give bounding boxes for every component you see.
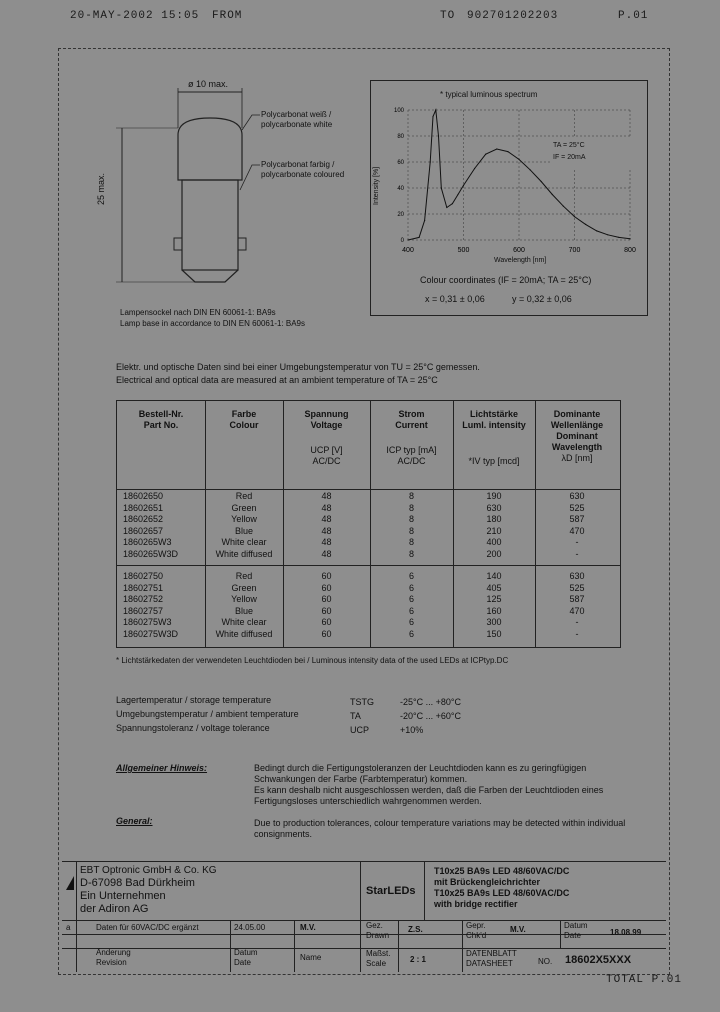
g2-colour-col: [205, 571, 283, 640]
general-heading-de: Allgemeiner Hinweis:: [116, 763, 208, 773]
g2-part-cell: 18602752: [123, 594, 164, 604]
g2-part-cell: 1860275W3: [123, 617, 172, 627]
part-number: 18602X5XXX: [565, 954, 632, 966]
chart-x-tick-label: 600: [513, 247, 525, 254]
company-info: EBT Optronic GmbH & Co. KG D-67098 Bad Dürkheim Ein Unternehmen der Adiron AG: [80, 865, 217, 915]
spec-voltage-symbol: UCP: [350, 725, 370, 735]
fax-datetime: 20-MAY-2002 15:05: [70, 10, 200, 22]
label-datum: Datum Date: [234, 948, 258, 967]
g2-intensity-col: [453, 571, 535, 640]
g1-wavelength-cell: 470: [569, 525, 585, 536]
th-part-no: Bestell-Nr. Part No.: [138, 409, 184, 430]
spectrum-data-point: [563, 206, 564, 207]
th-intensity: Lichtstärke Luml. intensity *IV typ [mcd]: [462, 409, 526, 466]
spectrum-data-point: [618, 237, 619, 238]
g2-colour-cell: Red: [235, 571, 253, 581]
fax-to-label: TO: [440, 10, 456, 22]
g1-part-cell: 18602650: [123, 491, 164, 501]
spec-storage-value: -25°C ... +80°C: [400, 697, 461, 707]
th-voltage: Spannung Voltage UCP [V] AC/DC: [304, 409, 349, 466]
spectrum-data-point: [438, 135, 439, 136]
g1-wavelength-cell: 525: [569, 502, 585, 513]
label-checked: Gepr. Chk'd: [466, 921, 487, 940]
spectrum-data-point: [541, 181, 542, 182]
colour-coord-x: x = 0,31 ± 0,06: [425, 294, 485, 304]
spectrum-data-point: [430, 161, 431, 162]
chart-legend-temp: TA = 25°C: [553, 142, 585, 149]
g1-current-cell: 8: [408, 548, 414, 559]
spectrum-data-point: [435, 109, 436, 110]
g1-intensity-cell: 400: [486, 537, 502, 547]
g2-voltage-cell: 60: [321, 571, 332, 581]
g2-part-cell: 18602751: [123, 582, 164, 593]
g1-colour-cell: Blue: [234, 525, 253, 536]
height-label: 25 max.: [96, 172, 106, 205]
g1-current-cell: 8: [408, 537, 414, 547]
g1-voltage-cell: 48: [321, 502, 332, 513]
g1-voltage-cell: 48: [321, 491, 332, 501]
spectrum-data-point: [457, 194, 458, 195]
g2-voltage-cell: 60: [321, 617, 332, 627]
spectrum-data-point: [463, 185, 464, 186]
spectrum-data-point: [585, 224, 586, 225]
g1-part-cell: 18602657: [123, 525, 164, 536]
company-logo-icon: [66, 876, 74, 890]
chart-y-tick-label: 40: [397, 186, 404, 192]
g1-voltage-col: [283, 491, 370, 560]
footnote: * Lichtstärkedaten der verwendeten Leuchtdioden bei / Luminous intensity data of the used LEDs at ICPtyp.DC: [116, 656, 509, 665]
th-colour: Farbe Colour: [229, 409, 259, 430]
g2-colour-cell: White clear: [221, 617, 267, 627]
g1-colour-cell: White diffused: [215, 548, 273, 559]
revision-date: 24.05.00: [234, 923, 266, 932]
spectrum-data-point: [474, 168, 475, 169]
drawn-value: Z.S.: [408, 925, 423, 934]
spectrum-data-point: [574, 216, 575, 217]
chart-legend-current: IF = 20mA: [553, 154, 586, 161]
g1-wavelength-cell: -: [575, 537, 579, 547]
spec-voltage-label: Spannungstoleranz / voltage tolerance: [116, 723, 270, 733]
diameter-label: ø 10 max.: [187, 79, 228, 89]
g2-voltage-cell: 60: [321, 594, 332, 604]
spectrum-data-point: [530, 169, 531, 170]
g1-wavelength-cell: -: [575, 548, 579, 559]
g1-colour-cell: White clear: [221, 537, 267, 547]
spectrum-data-point: [596, 230, 597, 231]
g1-part-cell: 1860265W3D: [123, 548, 179, 559]
general-heading-en: General:: [116, 816, 153, 826]
g2-intensity-cell: 125: [486, 594, 502, 604]
g1-intensity-col: [453, 491, 535, 560]
g2-intensity-cell: 160: [486, 605, 502, 616]
g1-part-cell: 18602652: [123, 514, 164, 524]
spec-storage-label: Lagertemperatur / storage temperature: [116, 695, 272, 705]
g1-voltage-cell: 48: [321, 514, 332, 524]
revision-name: M.V.: [300, 923, 316, 932]
g2-colour-cell: Blue: [234, 605, 253, 616]
g2-wavelength-cell: -: [575, 628, 579, 639]
g1-part-col: [123, 491, 178, 560]
fax-total-pages: TOTAL P.01: [606, 974, 683, 986]
chart-x-tick-label: 800: [624, 247, 636, 254]
spectrum-data-point: [629, 238, 630, 239]
spectrum-data-point: [607, 234, 608, 235]
g2-part-cell: 18602757: [123, 605, 164, 616]
g2-current-cell: 6: [408, 617, 414, 627]
g2-colour-cell: Yellow: [231, 594, 257, 604]
checked-value: M.V.: [510, 925, 526, 934]
lamp-base-en: Lamp base in accordance to DIN EN 60061-1: BA9s: [120, 319, 305, 328]
g1-colour-cell: Red: [235, 491, 253, 501]
chart-y-tick-label: 20: [397, 212, 404, 218]
callout-coloured: Polycarbonat farbig / polycarbonate coloured: [261, 160, 345, 179]
general-text-en: Due to production tolerances, colour temperature variations may be detected within individual consignments.: [254, 818, 626, 839]
g2-part-cell: 18602750: [123, 571, 164, 581]
g2-intensity-cell: 300: [486, 617, 502, 627]
chart-y-tick-label: 0: [400, 238, 404, 244]
g2-wavelength-cell: 630: [569, 571, 585, 581]
spectrum-data-point: [432, 116, 433, 117]
th-current: Strom Current ICP typ [mA] AC/DC: [386, 409, 437, 466]
g1-wavelength-col: [535, 491, 619, 560]
date-value: 18.08.99: [610, 928, 642, 937]
label-change: Änderung Revision: [96, 948, 131, 967]
g2-current-cell: 6: [408, 628, 414, 639]
spectrum-data-point: [452, 203, 453, 204]
g2-current-cell: 6: [408, 594, 414, 604]
g2-colour-cell: Green: [231, 582, 257, 593]
callout-white: Polycarbonat weiß / polycarbonate white: [261, 110, 333, 129]
g2-intensity-cell: 405: [486, 582, 502, 593]
spec-ambient-symbol: TA: [350, 711, 361, 721]
chart-y-tick-label: 80: [397, 134, 404, 140]
g1-voltage-cell: 48: [321, 537, 332, 547]
revision-text: Daten für 60VAC/DC ergänzt: [96, 923, 199, 932]
revision-letter: a: [66, 923, 71, 932]
label-date: Datum Date: [564, 921, 588, 940]
g2-intensity-cell: 150: [486, 628, 502, 639]
g2-wavelength-cell: 525: [569, 582, 585, 593]
g1-voltage-cell: 48: [321, 548, 332, 559]
spectrum-data-point: [407, 239, 408, 240]
chart-ylabel: Intensity [%]: [373, 166, 380, 205]
sheet-type: DATENBLATT DATASHEET: [466, 949, 517, 968]
th-wavelength: Dominante Wellenlänge Dominant Wavelength λD [nm]: [550, 409, 604, 463]
g1-part-cell: 18602651: [123, 502, 164, 513]
g1-colour-cell: Green: [231, 502, 257, 513]
g2-voltage-cell: 60: [321, 582, 332, 593]
spec-ambient-label: Umgebungstemperatur / ambient temperature: [116, 709, 299, 719]
label-scale: Maßst. Scale: [366, 949, 391, 968]
spec-ambient-value: -20°C ... +60°C: [400, 711, 461, 721]
g1-colour-col: [205, 491, 283, 560]
g1-current-col: [370, 491, 453, 560]
g2-current-cell: 6: [408, 582, 414, 593]
spectrum-data-point: [446, 207, 447, 208]
chart-y-tick-label: 60: [397, 160, 404, 166]
g2-current-col: [370, 571, 453, 640]
spectrum-data-point: [507, 151, 508, 152]
g1-colour-cell: Yellow: [231, 514, 257, 524]
g2-current-cell: 6: [408, 571, 414, 581]
led-data-table: [116, 400, 621, 648]
scale-value: 2 : 1: [410, 955, 427, 964]
label-no: NO.: [538, 957, 553, 966]
spec-storage-symbol: TSTG: [350, 697, 374, 707]
g2-intensity-cell: 140: [486, 571, 502, 581]
chart-title: * typical luminous spectrum: [440, 90, 538, 99]
colour-coord-y: y = 0,32 ± 0,06: [512, 294, 572, 304]
g2-current-cell: 6: [408, 605, 414, 616]
g1-intensity-cell: 200: [486, 548, 502, 559]
chart-y-tick-label: 100: [393, 108, 404, 114]
g1-current-cell: 8: [408, 502, 414, 513]
chart-x-tick-label: 700: [568, 247, 581, 254]
g1-intensity-cell: 630: [486, 502, 502, 513]
general-text-de: Bedingt durch die Fertigungstoleranzen der Leuchtdioden kann es zu geringfügigen Schwankungen der Farbe (Farbtemperatur) kommen. Es kann deshalb nicht ausgeschlossen werden, daß die Farben der Leuchtdioden eines Fertigungsloses unterschiedlich wahrgenommen werden.: [254, 763, 604, 806]
label-name: Name: [300, 953, 322, 962]
g2-part-col: [123, 571, 178, 640]
label-drawn: Gez. Drawn: [366, 921, 390, 940]
chart-xlabel: Wavelength [nm]: [494, 257, 547, 264]
g1-voltage-cell: 48: [321, 525, 332, 536]
g1-intensity-cell: 210: [486, 525, 502, 536]
spectrum-data-point: [552, 194, 553, 195]
measure-note-de: Elektr. und optische Daten sind bei einer Umgebungstemperatur von TU = 25°C gemessen.: [116, 362, 480, 372]
product-title: T10x25 BA9s LED 48/60VAC/DC mit Brückengleichrichter T10x25 BA9s LED 48/60VAC/DC with bridge rectifier: [434, 866, 570, 909]
spectrum-data-point: [485, 154, 486, 155]
fax-to-number: 902701202203: [467, 10, 559, 22]
g1-intensity-cell: 180: [486, 514, 502, 524]
g1-current-cell: 8: [408, 491, 414, 501]
g1-current-cell: 8: [408, 514, 414, 524]
g2-colour-cell: White diffused: [215, 628, 273, 639]
g2-wavelength-col: [535, 571, 619, 640]
g2-voltage-col: [283, 571, 370, 640]
g2-wavelength-cell: 587: [569, 594, 585, 604]
spectrum-data-point: [419, 237, 420, 238]
fax-from-label: FROM: [212, 10, 243, 22]
colour-coords-label: Colour coordinates (IF = 20mA; TA = 25°C): [420, 275, 592, 285]
g1-wavelength-cell: 630: [569, 491, 585, 501]
fax-page: P.01: [618, 10, 649, 22]
g2-wavelength-cell: -: [575, 617, 579, 627]
spectrum-data-point: [424, 220, 425, 221]
g1-part-cell: 1860265W3: [123, 537, 172, 547]
spec-voltage-value: +10%: [400, 725, 424, 735]
chart-x-tick-label: 500: [457, 247, 470, 254]
g1-wavelength-cell: 587: [569, 514, 585, 524]
measure-note-en: Electrical and optical data are measured at an ambient temperature of TA = 25°C: [116, 375, 438, 385]
lamp-drawing: [100, 70, 370, 290]
spectrum-data-point: [518, 159, 519, 160]
spectrum-data-point: [496, 148, 497, 149]
g2-wavelength-cell: 470: [569, 605, 585, 616]
product-label: StarLEDs: [366, 885, 416, 897]
g2-voltage-cell: 60: [321, 605, 332, 616]
g1-current-cell: 8: [408, 525, 414, 536]
spectrum-data-point: [441, 187, 442, 188]
g2-part-cell: 1860275W3D: [123, 628, 179, 639]
lamp-base-de: Lampensockel nach DIN EN 60061-1: BA9s: [120, 308, 276, 317]
g2-voltage-cell: 60: [321, 628, 332, 639]
g1-intensity-cell: 190: [486, 491, 502, 501]
chart-x-tick-label: 400: [402, 247, 414, 254]
